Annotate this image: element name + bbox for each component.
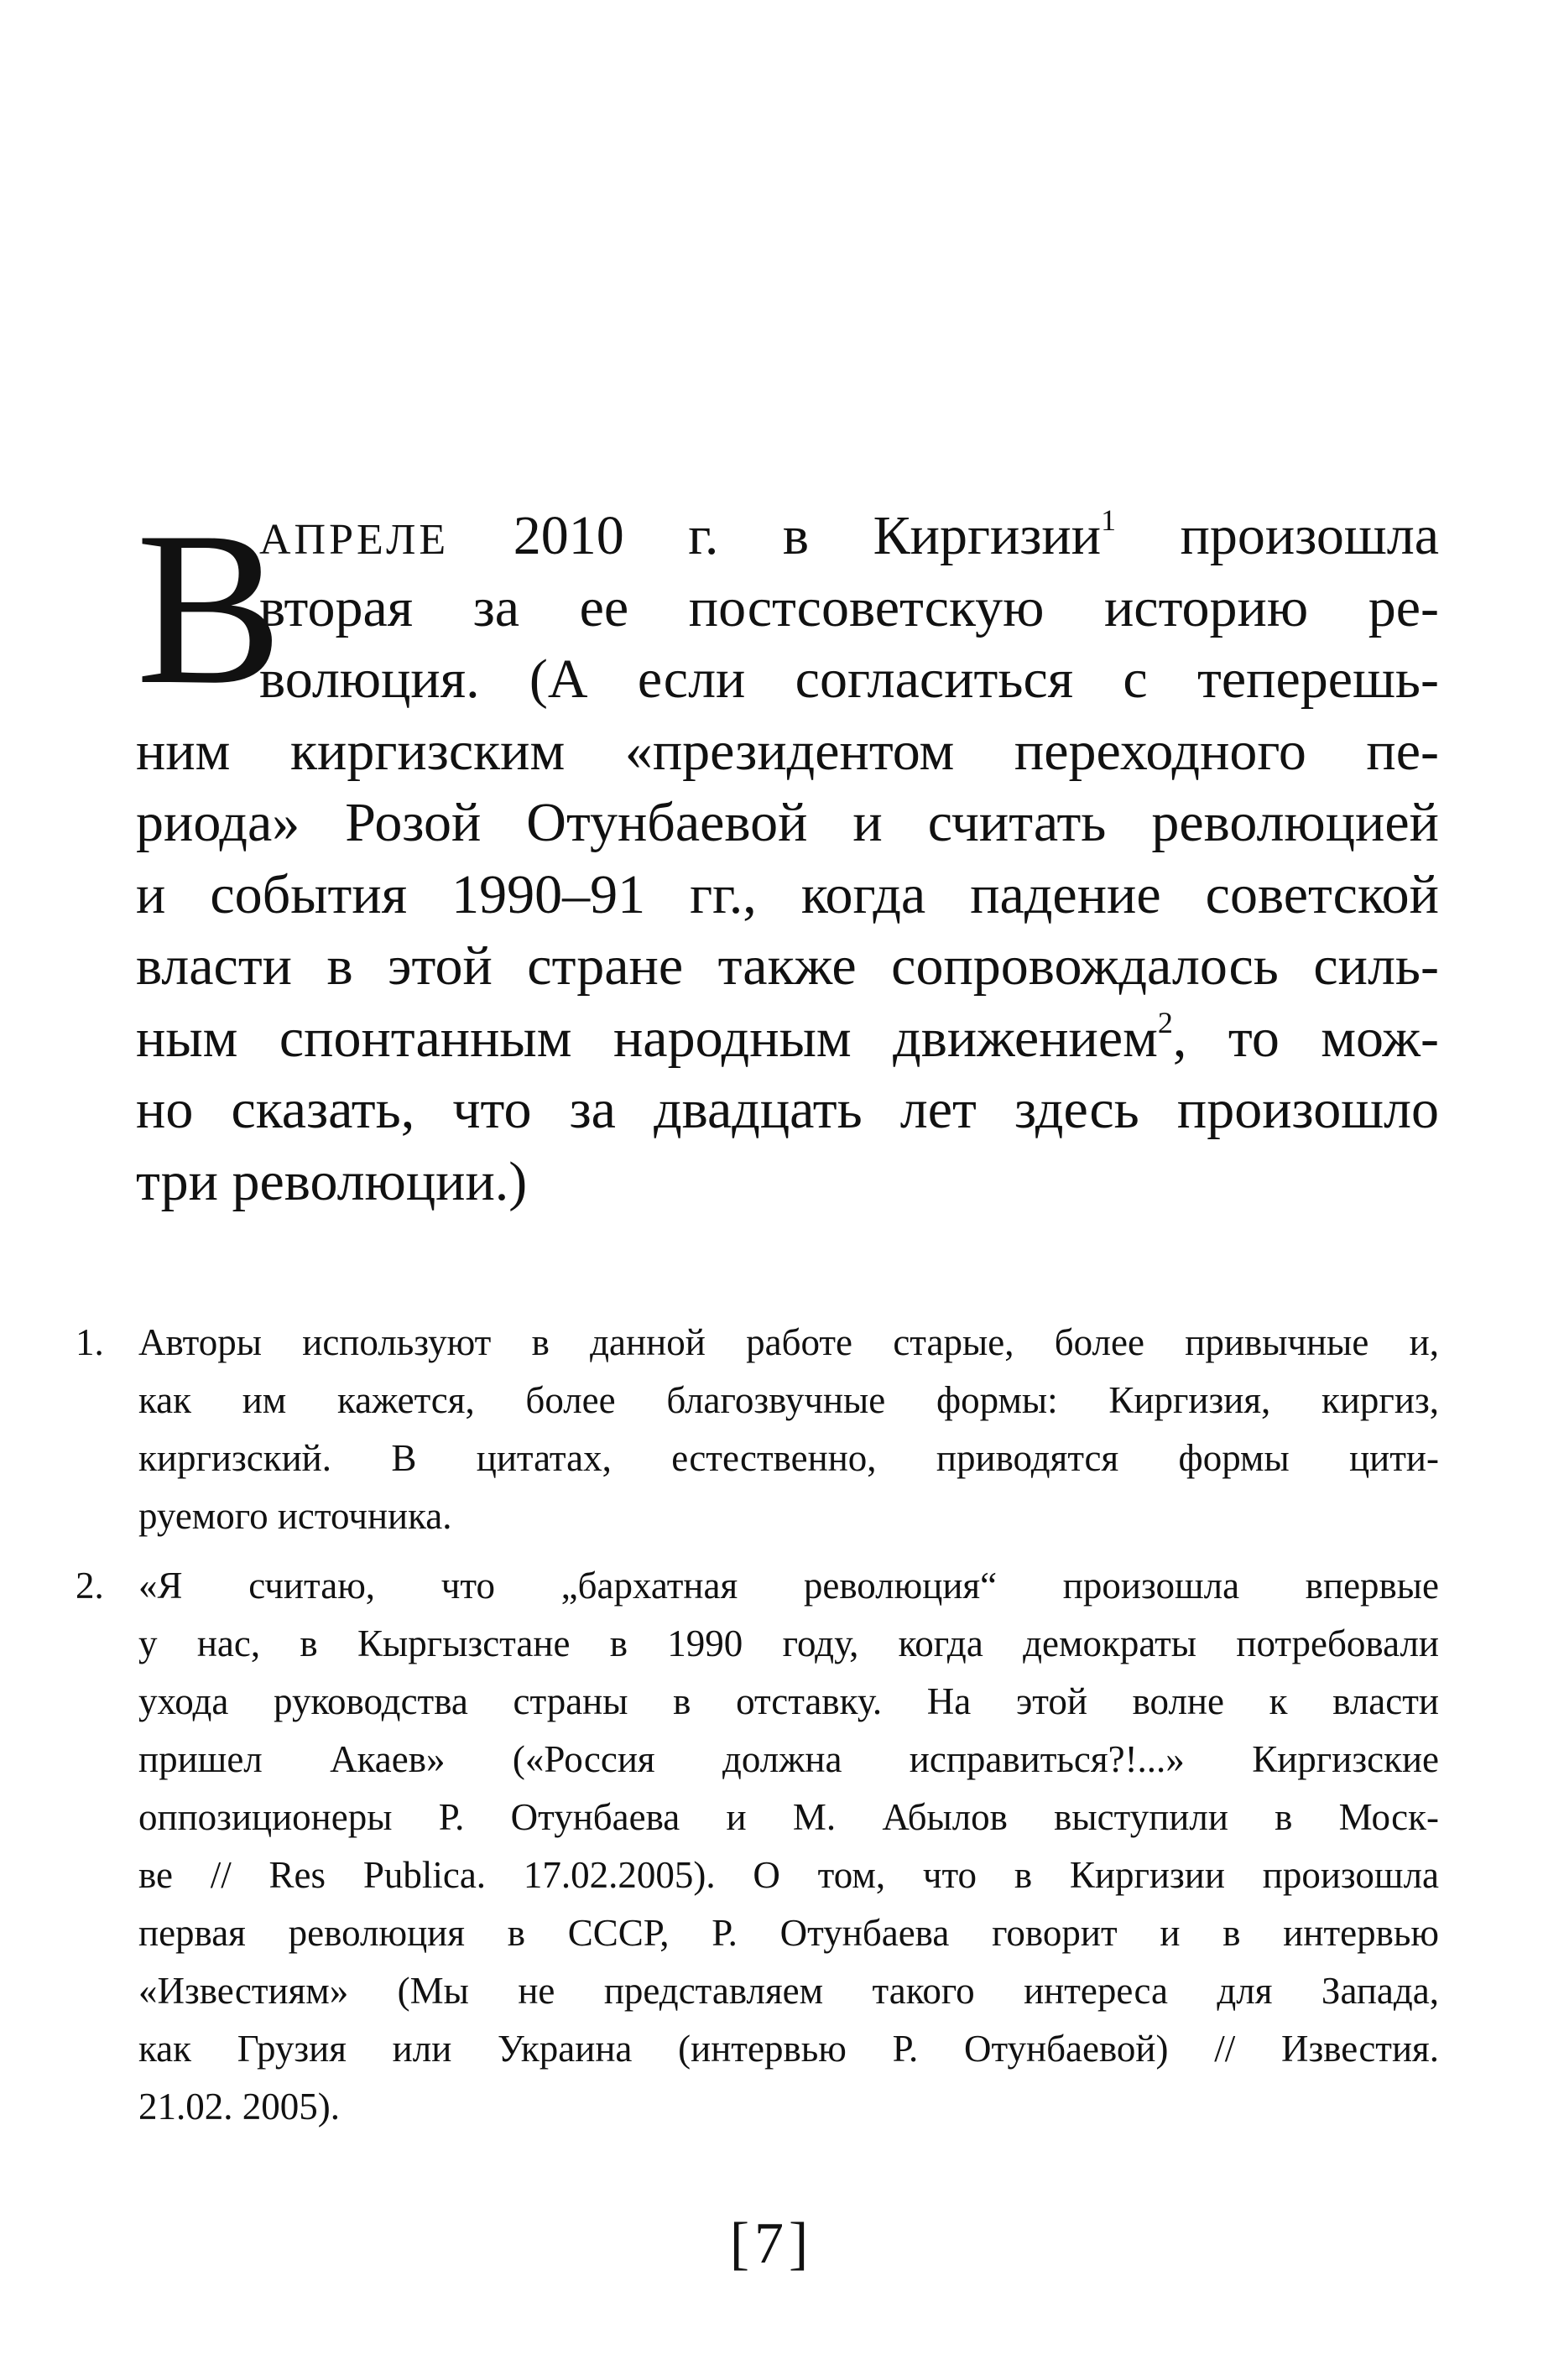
- footnote-line: Авторы используют в данной работе старые, более привычные и,: [138, 1321, 1439, 1363]
- footnote-line: «Я считаю, что „бархатная революция“ произошла впервые: [138, 1565, 1439, 1607]
- footnote-line: 21.02. 2005).: [138, 2086, 340, 2127]
- footnote-ref-2[interactable]: 2: [1157, 1005, 1173, 1039]
- footnote-line: ухода руководства страны в отставку. На этой волне к власти: [138, 1680, 1439, 1722]
- footnote-ref-1[interactable]: 1: [1101, 503, 1117, 537]
- text-line: [136, 500, 1439, 572]
- text-span: , то мож-: [1172, 1007, 1439, 1069]
- footnote-line: оппозиционеры Р. Отунбаева и М. Абылов выступили в Моск-: [138, 1796, 1439, 1838]
- text-span: 2010 г. в Киргизии: [449, 505, 1102, 566]
- footnote-line: первая революция в СССР, Р. Отунбаева говорит и в интервью: [138, 1912, 1439, 1954]
- main-text: [136, 487, 1439, 1217]
- text-line: ним киргизским «президентом переходного пе-: [136, 720, 1439, 782]
- footnote-number: 2.: [76, 1565, 104, 1607]
- footnote-line: как им кажется, более благозвучные формы: Киргизия, киргиз,: [138, 1379, 1439, 1421]
- text-line: власти в этой стране также сопровождалось силь-: [136, 935, 1439, 997]
- footnote-line: киргизский. В цитатах, естественно, приводятся формы цити-: [138, 1437, 1439, 1479]
- text-span: ным спонтанным народным движением: [136, 1007, 1158, 1069]
- text-line: и события 1990–91 гг., когда падение советской: [136, 863, 1439, 925]
- footnote-number: 1.: [76, 1321, 104, 1363]
- text-line: риода» Розой Отунбаевой и считать революцией: [136, 792, 1439, 853]
- page-number: [7]: [729, 2211, 814, 2276]
- footnote-2: [76, 1557, 1439, 2136]
- text-line: волюция. (А если согласиться с теперешь-: [259, 648, 1439, 710]
- footnote-line: пришел Акаев» («Россия должна исправиться?!...» Киргизские: [138, 1738, 1439, 1780]
- footnote-line: у нас, в Кыргызстане в 1990 году, когда демократы потребовали: [138, 1622, 1439, 1664]
- footnotes: [76, 1314, 1439, 2148]
- footnote-line: ве // Res Publica. 17.02.2005). О том, что в Киргизии произошла: [138, 1854, 1439, 1896]
- drop-cap: В: [136, 487, 283, 730]
- text-line: но сказать, что за двадцать лет здесь произошло: [136, 1079, 1439, 1140]
- small-caps-word: АПРЕЛЕ: [259, 516, 450, 564]
- footnote-1: [76, 1314, 1439, 1545]
- text-line: три революции.): [136, 1150, 528, 1212]
- text-span: произошла: [1116, 505, 1439, 566]
- footnote-line: «Известиям» (Мы не представляем такого интереса для Запада,: [138, 1970, 1439, 2012]
- footnote-line: руемого источника.: [138, 1495, 452, 1537]
- footnote-line: как Грузия или Украина (интервью Р. Отунбаевой) // Известия.: [138, 2028, 1439, 2070]
- text-line: [136, 1003, 1439, 1075]
- text-line: вторая за ее постсоветскую историю ре-: [259, 576, 1439, 638]
